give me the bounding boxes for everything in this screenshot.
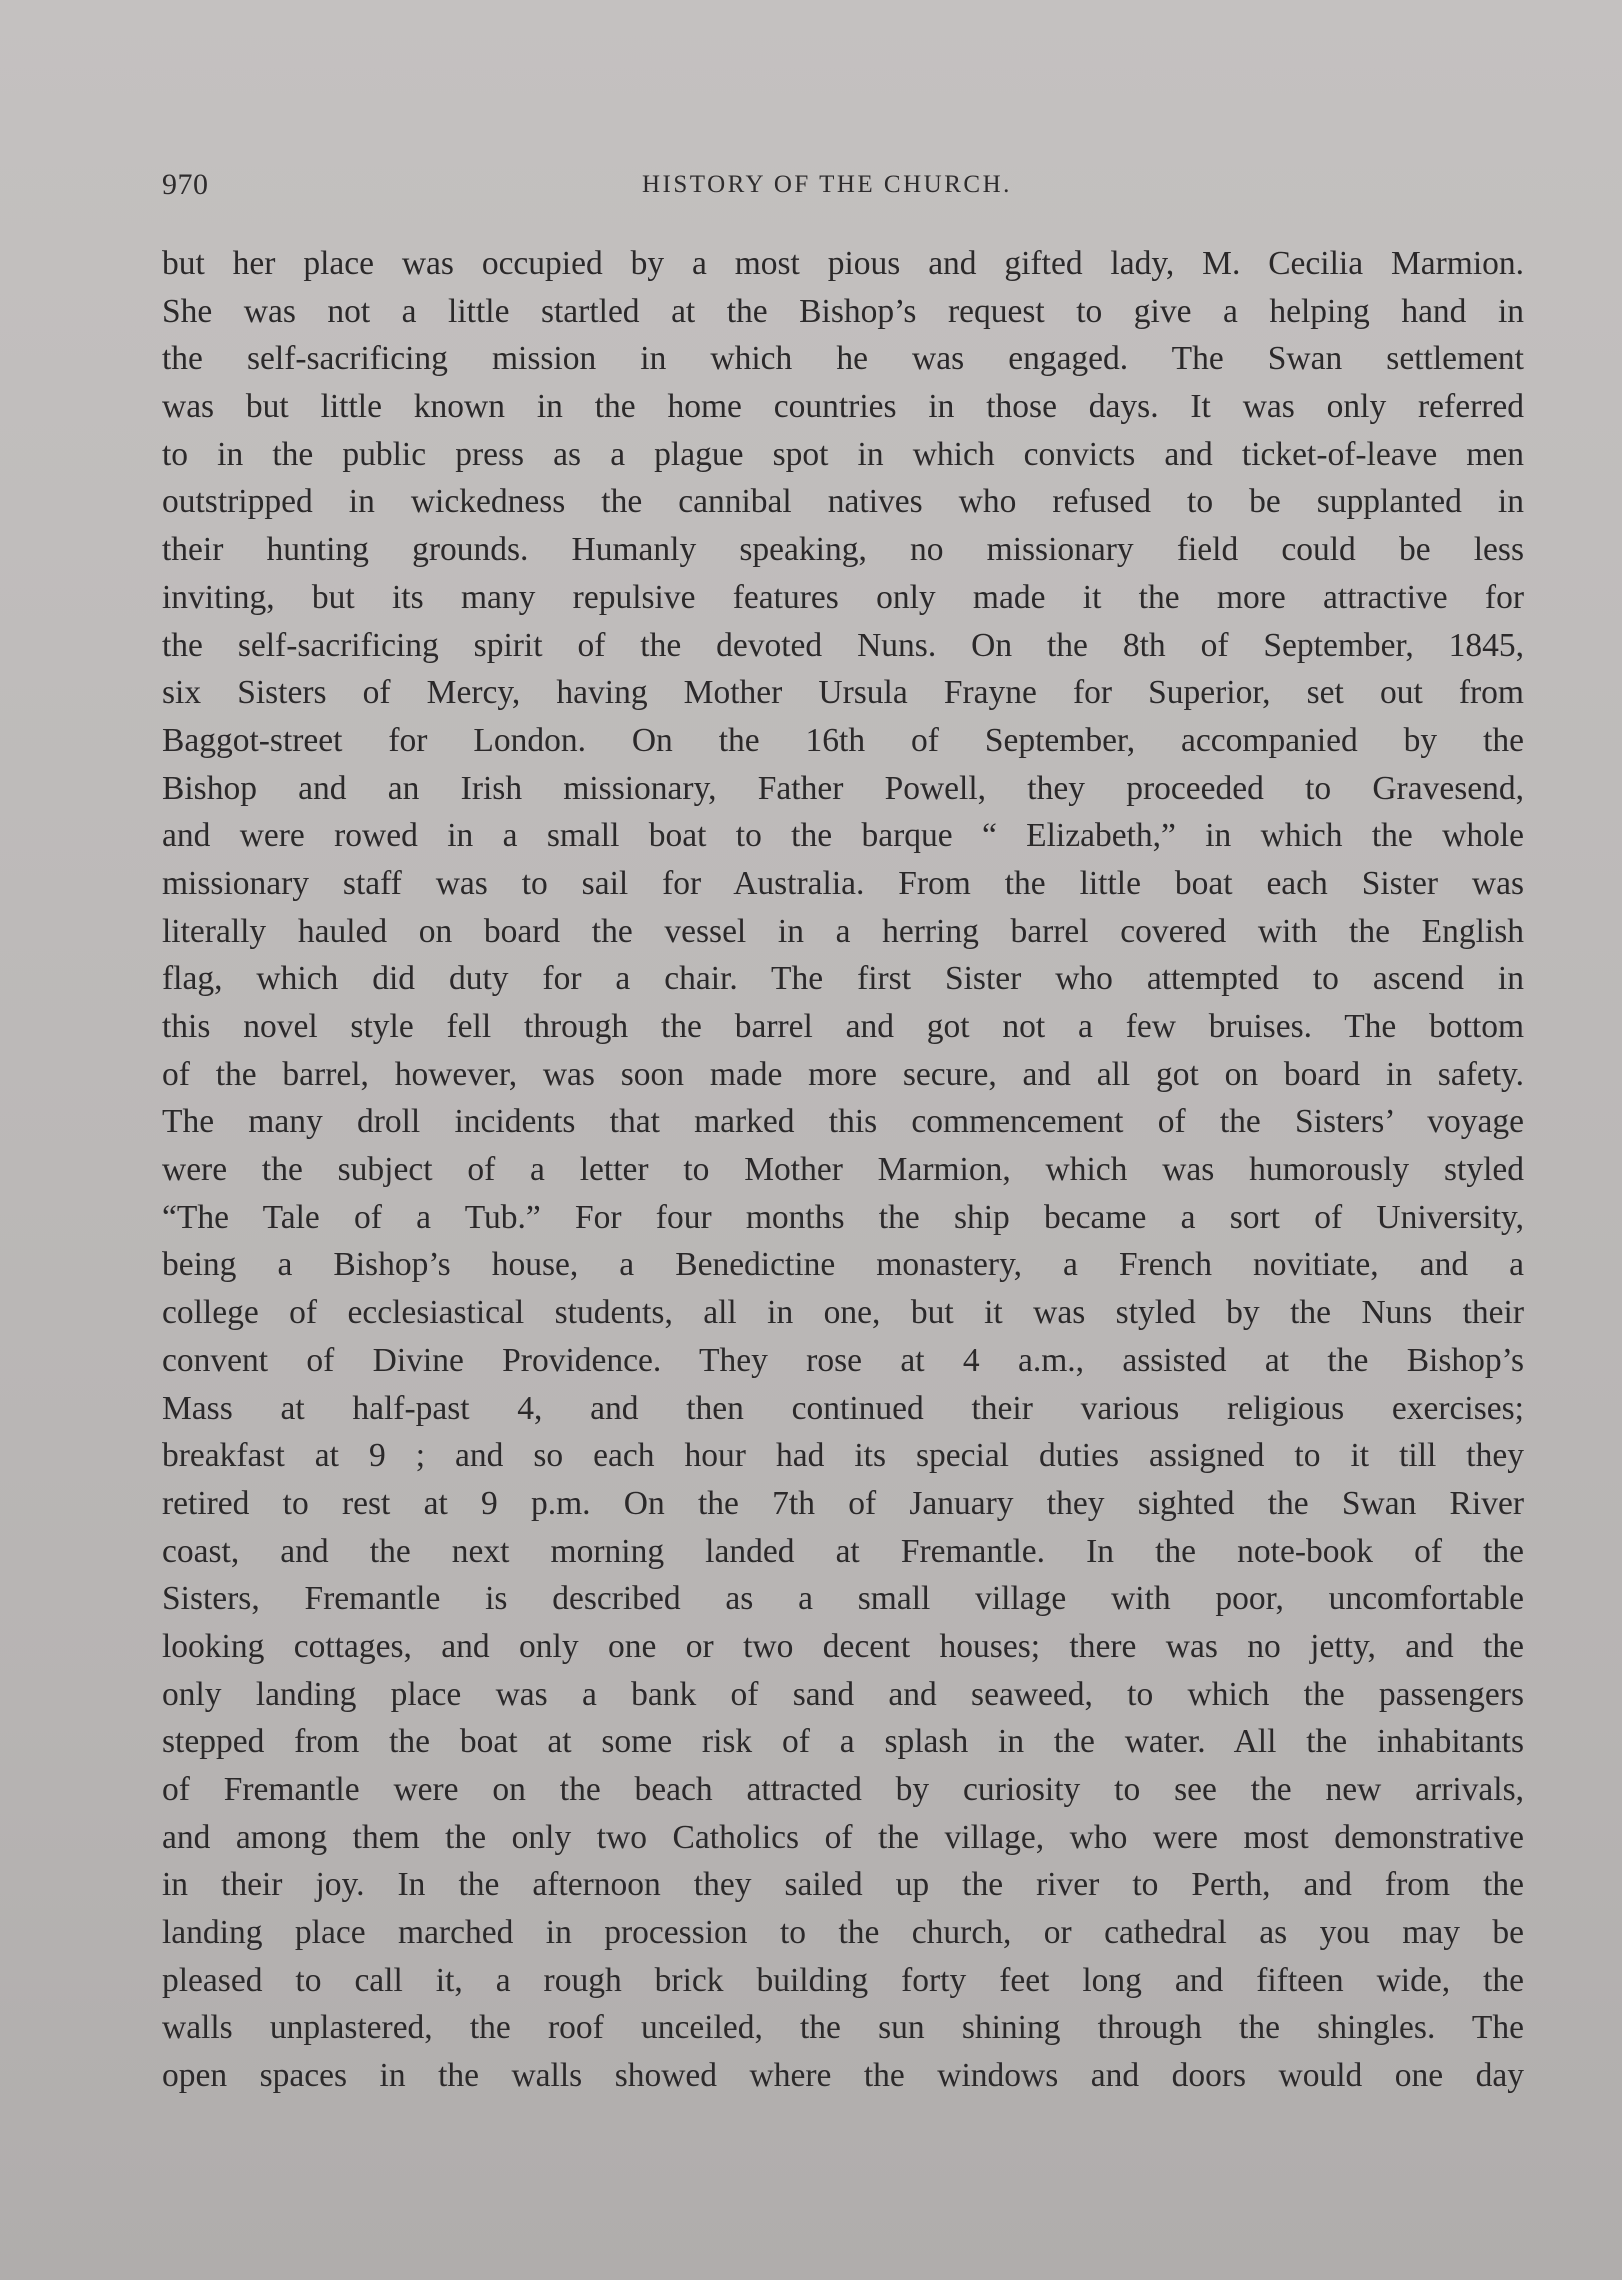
- text-line: only landing place was a bank of sand and seaweed, to which the passengers: [162, 1675, 1524, 1713]
- text-line: of the barrel, however, was soon made more secure, and all got on board in safety.: [162, 1055, 1524, 1093]
- body-text: [162, 240, 1524, 2100]
- text-line: and were rowed in a small boat to the barque “ Elizabeth,” in which the whole: [162, 817, 1524, 855]
- text-line: Mass at half-past 4, and then continued their various religious exercises;: [162, 1389, 1524, 1427]
- text-line: college of ecclesiastical students, all in one, but it was styled by the Nuns their: [162, 1294, 1524, 1332]
- text-line: “The Tale of a Tub.” For four months the ship became a sort of University,: [162, 1198, 1524, 1236]
- text-line: this novel style fell through the barrel and got not a few bruises. The bottom: [162, 1008, 1524, 1045]
- text-line: six Sisters of Mercy, having Mother Ursula Frayne for Superior, set out from: [162, 674, 1524, 712]
- text-line: Baggot-street for London. On the 16th of September, accompanied by the: [162, 721, 1524, 759]
- text-line: but her place was occupied by a most pious and gifted lady, M. Cecilia Marmion.: [162, 245, 1524, 282]
- text-line: missionary staff was to sail for Australia. From the little boat each Sister was: [162, 864, 1524, 902]
- text-line: She was not a little startled at the Bishop’s request to give a helping hand in: [162, 292, 1524, 330]
- page-number: 970: [162, 168, 209, 201]
- text-line: in their joy. In the afternoon they sailed up the river to Perth, and from the: [162, 1866, 1524, 1904]
- text-line: Bishop and an Irish missionary, Father Powell, they proceeded to Gravesend,: [162, 769, 1524, 807]
- text-line: convent of Divine Providence. They rose at 4 a.m., assisted at the Bishop’s: [162, 1341, 1524, 1379]
- text-line: breakfast at 9 ; and so each hour had its special duties assigned to it till they: [162, 1437, 1524, 1475]
- text-line: their hunting grounds. Humanly speaking, no missionary field could be less: [162, 531, 1524, 569]
- text-line: being a Bishop’s house, a Benedictine monastery, a French novitiate, and a: [162, 1246, 1524, 1284]
- text-line: coast, and the next morning landed at Fremantle. In the note-book of the: [162, 1532, 1524, 1570]
- text-line: inviting, but its many repulsive features only made it the more attractive for: [162, 578, 1524, 616]
- text-line: retired to rest at 9 p.m. On the 7th of January they sighted the Swan River: [162, 1484, 1524, 1522]
- text-line: outstripped in wickedness the cannibal natives who refused to be supplanted in: [162, 483, 1524, 521]
- text-line: stepped from the boat at some risk of a splash in the water. All the inhabitants: [162, 1723, 1524, 1761]
- text-line: pleased to call it, a rough brick building forty feet long and fifteen wide, the: [162, 1961, 1524, 1999]
- text-line: of Fremantle were on the beach attracted by curiosity to see the new arrivals,: [162, 1771, 1524, 1808]
- text-line: literally hauled on board the vessel in a herring barrel covered with the English: [162, 912, 1524, 950]
- text-line: were the subject of a letter to Mother Marmion, which was humorously styled: [162, 1151, 1524, 1189]
- text-line: flag, which did duty for a chair. The first Sister who attempted to ascend in: [162, 960, 1524, 998]
- running-title: HISTORY OF THE CHURCH.: [642, 171, 1012, 198]
- running-head: [162, 168, 1522, 208]
- text-line: walls unplastered, the roof unceiled, the sun shining through the shingles. The: [162, 2009, 1524, 2047]
- text-line: landing place marched in procession to the church, or cathedral as you may be: [162, 1914, 1524, 1952]
- text-line: Sisters, Fremantle is described as a small village with poor, uncomfortable: [162, 1580, 1524, 1618]
- text-line: the self-sacrificing spirit of the devoted Nuns. On the 8th of September, 1845,: [162, 626, 1524, 664]
- text-line: and among them the only two Catholics of the village, who were most demonstrative: [162, 1818, 1524, 1856]
- text-line: was but little known in the home countries in those days. It was only referred: [162, 388, 1524, 426]
- text-line: The many droll incidents that marked this commencement of the Sisters’ voyage: [162, 1103, 1524, 1141]
- text-line: to in the public press as a plague spot in which convicts and ticket-of-leave men: [162, 435, 1524, 473]
- text-line: open spaces in the walls showed where the windows and doors would one day: [162, 2057, 1524, 2095]
- text-line: the self-sacrificing mission in which he was engaged. The Swan settlement: [162, 340, 1524, 378]
- text-line: looking cottages, and only one or two decent houses; there was no jetty, and the: [162, 1627, 1524, 1665]
